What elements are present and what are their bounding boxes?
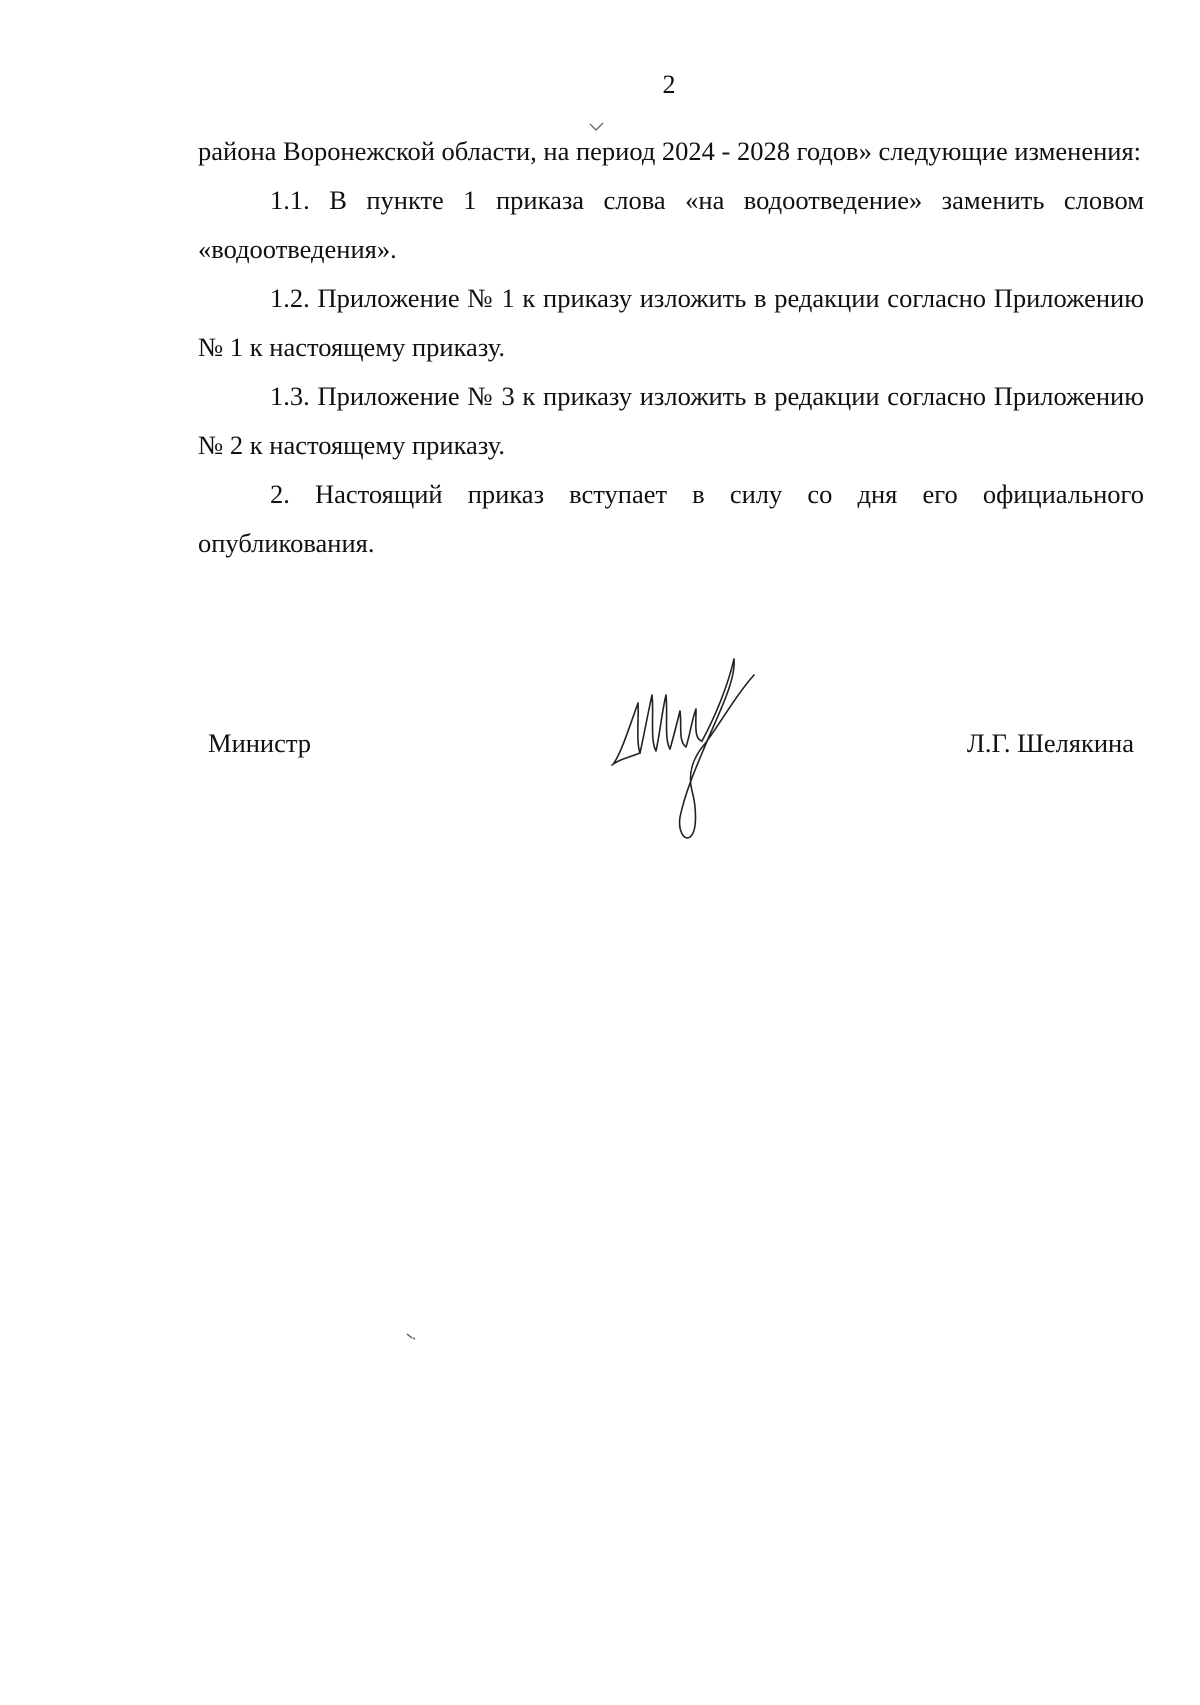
- paragraph-item-2: 2. Настоящий приказ вступает в силу со дня его официального опубликования.: [198, 479, 1144, 558]
- page-number: 2: [662, 70, 676, 99]
- handwritten-signature: [608, 655, 758, 845]
- scan-mark: [588, 121, 606, 133]
- paragraph-item-1-3: 1.3. Приложение № 3 к приказу изложить в редакции согласно Приложению № 2 к настоящему приказу.: [198, 381, 1144, 460]
- scan-speck: [405, 1332, 417, 1342]
- paragraph-item-1-1: 1.1. В пункте 1 приказа слова «на водоотведение» заменить словом «водоотведения».: [198, 185, 1144, 264]
- signer-title: Министр: [208, 728, 312, 758]
- signer-name: Л.Г. Шелякина: [966, 728, 1134, 758]
- document-body: [198, 127, 1144, 568]
- paragraph-continuation: района Воронежской области, на период 2024 - 2028 годов» следующие изменения:: [198, 136, 1142, 166]
- signature-block: [0, 720, 1200, 760]
- paragraph-item-1-2: 1.2. Приложение № 1 к приказу изложить в редакции согласно Приложению № 1 к настоящему приказу.: [198, 283, 1144, 362]
